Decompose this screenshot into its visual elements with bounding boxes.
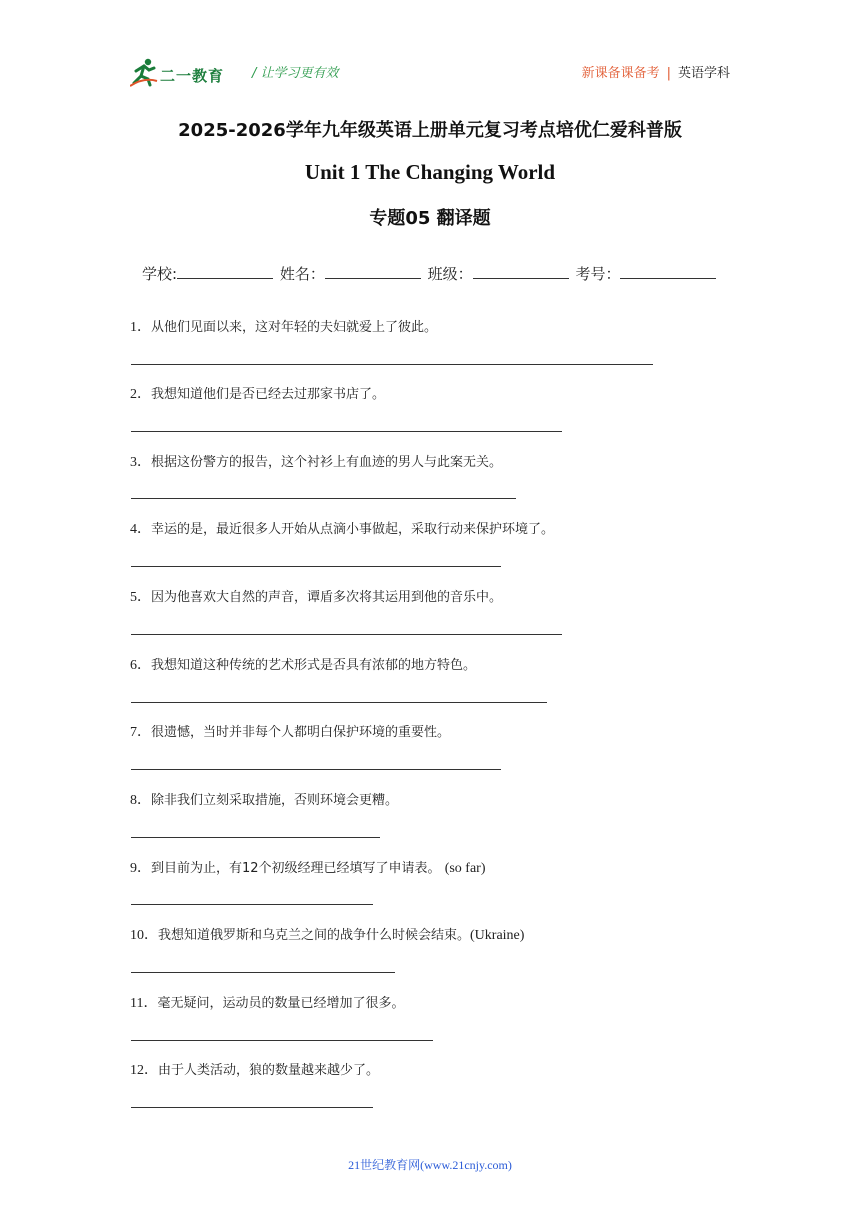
question-9 (130, 857, 486, 877)
question-2 (130, 383, 385, 403)
question-number: 8． (130, 793, 151, 808)
question-hint: (Ukraine) (470, 928, 525, 943)
answer-line-2[interactable] (131, 431, 562, 432)
name-blank[interactable] (325, 263, 421, 279)
question-text: 除非我们立刻采取措施，否则环境会更糟。 (151, 793, 399, 808)
question-number: 5． (130, 590, 151, 605)
question-number: 9． (130, 861, 151, 876)
question-text: 我想知道他们是否已经去过那家书店了。 (151, 387, 386, 402)
question-text: 很遗憾，当时并非每个人都明白保护环境的重要性。 (151, 725, 451, 740)
info-label-exam-no: 考号： (575, 265, 621, 283)
question-text: 幸运的是，最近很多人开始从点滴小事做起，采取行动来保护环境了。 (151, 522, 555, 537)
header-course-label: 新课备课备考 (581, 66, 660, 81)
question-8 (130, 789, 398, 809)
question-text: 从他们见面以来，这对年轻的夫妇就爱上了彼此。 (151, 320, 438, 335)
answer-line-1[interactable] (131, 364, 653, 365)
question-text: 由于人类活动，狼的数量越来越少了。 (158, 1063, 380, 1078)
question-4 (130, 518, 554, 538)
question-11 (130, 992, 405, 1012)
answer-line-8[interactable] (131, 837, 380, 838)
question-number: 7． (130, 725, 151, 740)
question-5 (130, 586, 502, 606)
page-header (130, 52, 730, 92)
info-label-school: 学校: (142, 265, 178, 283)
question-number: 6． (130, 658, 151, 673)
answer-line-3[interactable] (131, 498, 516, 499)
slogan: / 让学习更有效 (252, 66, 339, 81)
answer-line-7[interactable] (131, 769, 501, 770)
question-number: 11． (130, 996, 158, 1011)
question-3 (130, 451, 502, 471)
page-footer[interactable]: 21世纪教育网(www.21cnjy.com) (348, 1158, 512, 1172)
info-label-name: 姓名： (279, 265, 325, 283)
question-12 (130, 1059, 379, 1079)
question-text: 因为他喜欢大自然的声音，谭盾多次将其运用到他的音乐中。 (151, 590, 503, 605)
question-text: 毫无疑问，运动员的数量已经增加了很多。 (157, 996, 405, 1011)
question-number: 2． (130, 387, 151, 402)
question-number: 12． (130, 1063, 158, 1078)
header-subject (582, 62, 730, 81)
question-6 (130, 654, 476, 674)
question-number: 1． (130, 320, 151, 335)
question-text: 到目前为止，有12个初级经理已经填写了申请表。 (151, 861, 441, 876)
question-hint: (so far) (444, 861, 486, 876)
answer-line-5[interactable] (131, 634, 562, 635)
answer-line-4[interactable] (131, 566, 501, 567)
question-number: 3． (130, 455, 151, 470)
question-number: 10． (130, 928, 158, 943)
class-blank[interactable] (473, 263, 569, 279)
question-text: 根据这份警方的报告，这个衬衫上有血迹的男人与此案无关。 (151, 455, 503, 470)
runner-logo-icon (130, 57, 158, 87)
document-title: 2025-2026学年九年级英语上册单元复习考点培优仁爱科普版 (178, 120, 682, 141)
answer-line-11[interactable] (131, 1040, 433, 1041)
student-info-row (142, 263, 718, 284)
question-number: 4． (130, 522, 151, 537)
question-text: 我想知道这种传统的艺术形式是否具有浓郁的地方特色。 (151, 658, 477, 673)
logo (130, 57, 240, 87)
question-7 (130, 721, 450, 741)
info-label-class: 班级： (427, 265, 473, 283)
header-subject-label: 英语学科 (677, 66, 730, 81)
question-10 (130, 924, 524, 944)
answer-line-12[interactable] (131, 1107, 373, 1108)
logo-text: 二一教育 (160, 67, 225, 85)
answer-line-10[interactable] (131, 972, 395, 973)
unit-title: Unit 1 The Changing World (304, 160, 556, 184)
answer-line-9[interactable] (131, 904, 373, 905)
exam-no-blank[interactable] (620, 263, 716, 279)
header-separator: | (666, 66, 671, 81)
topic-title: 专题05 翻译题 (369, 208, 491, 229)
question-1 (130, 316, 437, 336)
school-blank[interactable] (177, 263, 273, 279)
question-text: 我想知道俄罗斯和乌克兰之间的战争什么时候会结束。 (158, 928, 471, 943)
answer-line-6[interactable] (131, 702, 547, 703)
